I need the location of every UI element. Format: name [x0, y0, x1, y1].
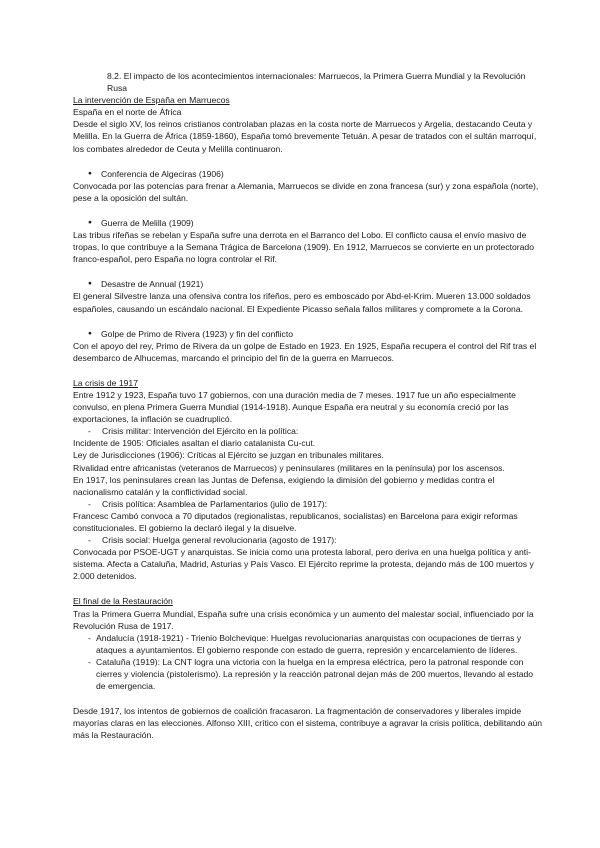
bullet-primo-de-rivera: ● Golpe de Primo de Rivera (1923) y fin del conflicto — [73, 328, 543, 340]
paragraph-annual: El general Silvestre lanza una ofensiva contra los rifeños, pero es emboscado por Abd-el-Krim. Mueren 13.000 soldados españoles, causando un escándalo nacional. El Expediente Picasso señala fallos militares y compromete a la Corona. — [73, 291, 531, 314]
bullet-melilla: ● Guerra de Melilla (1909) — [73, 217, 543, 229]
paragraph-melilla: Las tribus rifeñas se rebelan y España sufre una derrota en el Barranco del Lobo. El conflicto causa el envío masivo de tropas, lo que contribuye a la Semana Trágica de Barcelona (1909). En 1912, Marruecos se convierte en un protectorado franco-español, pero España no logra controlar el Rif. — [73, 230, 534, 265]
paragraph-intro-restauracion: Tras la Primera Guerra Mundial, España sufre una crisis económica y un aumento del malestar social, influenciado por la Revolución Rusa de 1917. — [73, 608, 534, 631]
dash-item-andalucia: - Andalucía (1918-1921) - Trienio Bolchevique: Huelgas revolucionarias anarquistas con ocupaciones de tierras y ataques a ayuntamientos. El gobierno responde con estado de guerra, represión y encarcelamiento de líderes. — [73, 632, 543, 656]
crisis-politica-title: Crisis política: Asamblea de Parlamentarios (julio de 1917): — [102, 498, 327, 509]
line-juntas-defensa: En 1917, los peninsulares crean las Juntas de Defensa, exigiendo la dimisión del gobierno y medidas contra el nacionalismo catalán y la conflictividad social. — [73, 474, 495, 497]
paragraph-primo-de-rivera: Con el apoyo del rey, Primo de Rivera da un golpe de Estado en 1923. En 1925, España recupera el control del Rif tras el desembarco de Alhucemas, marcando el principio del fin de la guerra en Marruecos. — [73, 340, 537, 363]
paragraph-crisis-social: Convocada por PSOE-UGT y anarquistas. Se inicia como una protesta laboral, pero deriva en una huelga política y anti-sistema. Afecta a Cataluña, Madrid, Asturias y País Vasco. El Ejército reprime la protesta, dejando más de 100 muertos y 2.000 detenidos. — [73, 547, 534, 582]
line-incidente-1905: Incidente de 1905: Oficiales asaltan el diario catalanista Cu-cut. — [73, 438, 316, 449]
paragraph-intro-marruecos: Desde el siglo XV, los reinos cristianos controlaban plazas en la costa norte de Marruecos y Argelia, destacando Ceuta y Melilla. En la Guerra de África (1859-1860), España tomó brevemente Tetuán. A pesar de tratados con el sultán marroquí, los combates alrededor de Ceuta y Melilla continuaron. — [73, 119, 537, 154]
section-heading-marruecos: La intervención de España en Marruecos — [73, 95, 230, 106]
bullet-annual: ● Desastre de Annual (1921) — [73, 278, 543, 290]
bullet-algeciras: ● Conferencia de Algeciras (1906) — [73, 168, 543, 180]
section-heading-crisis-1917: La crisis de 1917 — [73, 377, 138, 388]
crisis-social-title: Crisis social: Huelga general revolucionaria (agosto de 1917): — [102, 535, 337, 546]
paragraph-algeciras: Convocada por las potencias para frenar a Alemania, Marruecos se divide en zona francesa (sur) y zona española (norte), pese a la oposición del sultán. — [73, 180, 539, 203]
line-ley-jurisdicciones: Ley de Jurisdicciones (1906): Críticas al Ejército se juzgan en tribunales militares. — [73, 450, 384, 461]
section-heading-final-restauracion: El final de la Restauración — [73, 596, 173, 607]
paragraph-closing: Desde 1917, los intentos de gobiernos de coalición fracasaron. La fragmentación de conservadores y liberales impide mayorías claras en las elecciones. Alfonso XIII, crítico con el sistema, contribuye a agravar la crisis política, debilitando aún más la Restauración. — [73, 706, 543, 741]
paragraph-crisis-politica: Francesc Cambó convoca a 70 diputados (regionalistas, republicanos, socialistas) en Barcelona para exigir reformas constitucionales. El gobierno la declaró ilegal y la disuelve. — [73, 510, 518, 533]
subheading-norte-africa: España en el norte de África — [73, 107, 182, 118]
dash-item-crisis-militar — [73, 425, 543, 437]
dash-item-cataluna: - Cataluña (1919): La CNT logra una victoria con la huelga en la empresa eléctrica, pero la patronal responde con cierres y violencia (pistolerismo). La represión y la reacción patronal dejan más de 200 muertos, llevando al estado de emergencia. — [73, 656, 543, 692]
dash-item-crisis-politica — [73, 498, 543, 510]
crisis-militar-title: Crisis militar: Intervención del Ejército en la política: — [102, 426, 299, 437]
document-page — [73, 70, 543, 742]
document-title: 8.2. El impacto de los acontecimientos internacionales: Marruecos, la Primera Guerra Mundial y la Revolución Rusa — [107, 71, 526, 94]
paragraph-intro-1917: Entre 1912 y 1923, España tuvo 17 gobiernos, con una duración media de 7 meses. 1917 fue un año especialmente convulso, en plena Primera Guerra Mundial (1914-1918). Aunque España era neutral y su economía creció por las exportaciones, la inflación se cuadruplicó. — [73, 389, 516, 425]
line-rivalidad: Rivalidad entre africanistas (veteranos de Marruecos) y peninsulares (militares en la península) por los ascensos. — [73, 462, 505, 473]
dash-item-crisis-social — [73, 534, 543, 546]
